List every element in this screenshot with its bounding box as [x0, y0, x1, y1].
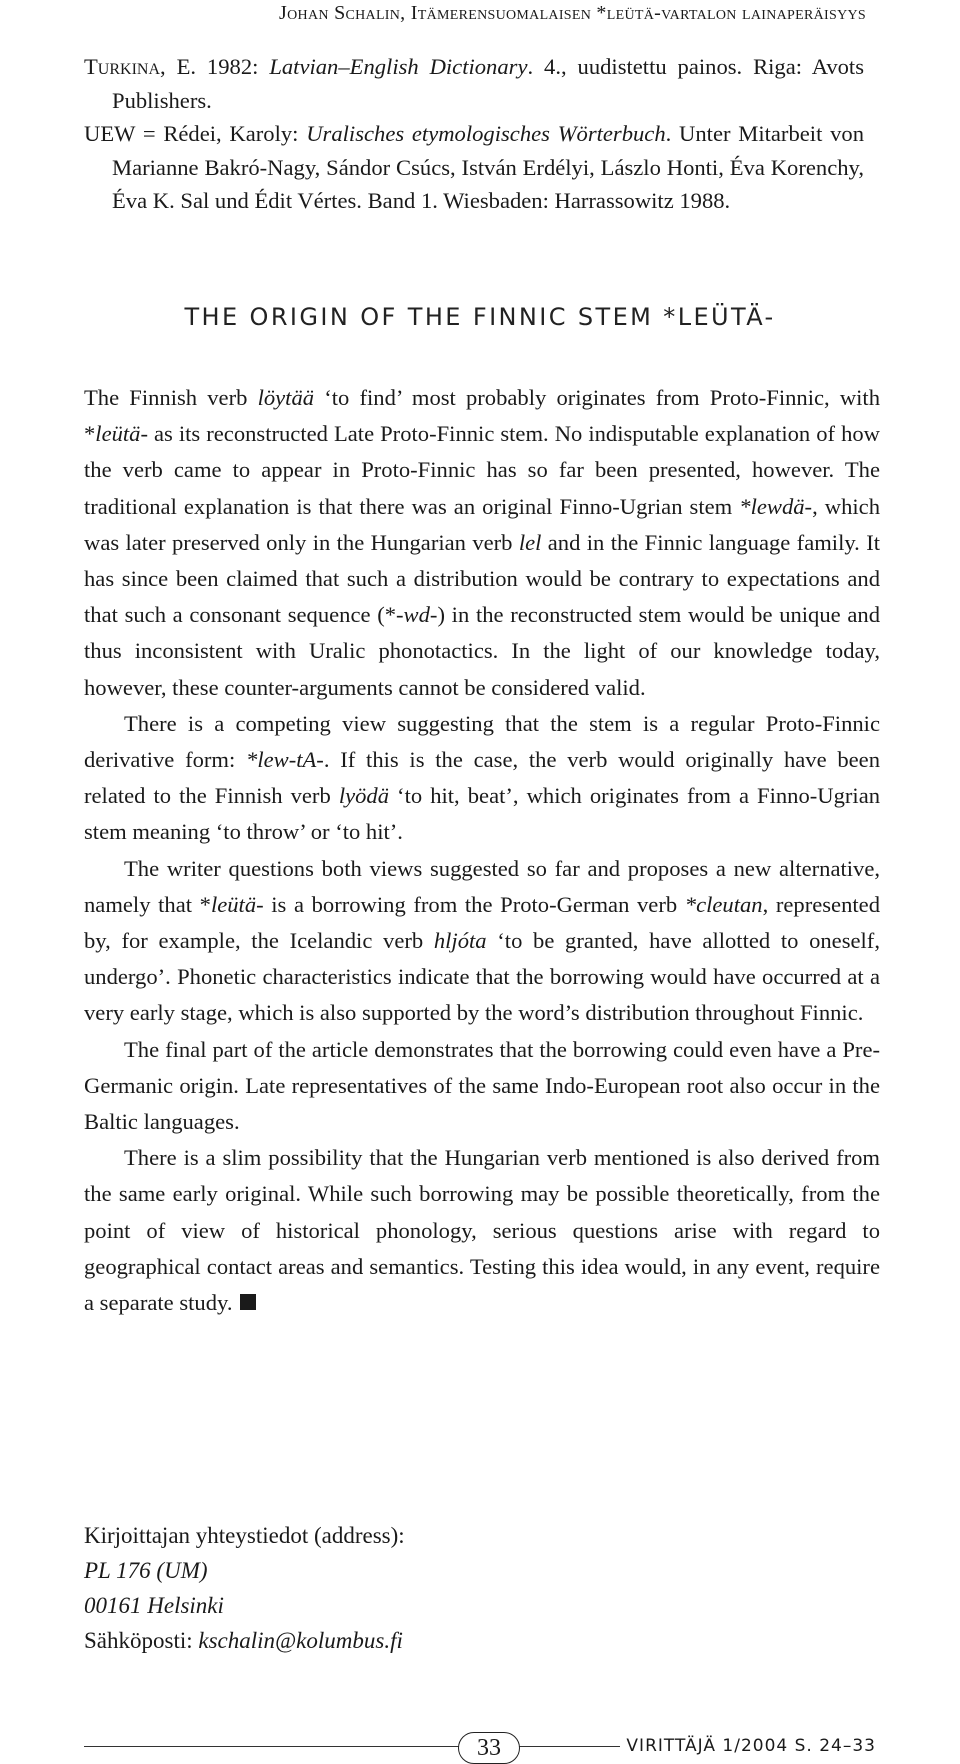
text-run: . If this is the case, the verb would originally have been related to the Finnish verb	[84, 747, 880, 809]
italic-term: lel	[518, 529, 542, 555]
text-run: The writer questions both views suggested so far and proposes a new alternative, namely that *	[84, 855, 880, 917]
italic-term: lyödä	[338, 783, 390, 809]
italic-term: löytää	[257, 385, 315, 410]
reference-entry	[84, 50, 864, 117]
paragraph	[84, 1032, 880, 1141]
text-run: and in the Finnic language family. It has since been claimed that such a distribution would be contrary to expectations and that such a consonant sequence (*	[84, 529, 880, 628]
text-run: is a borrowing from the Proto-German verb	[263, 891, 685, 917]
email-address: kschalin@kolumbus.fi	[198, 1628, 403, 1653]
paragraph	[84, 380, 880, 706]
italic-term: -wd-	[396, 602, 438, 628]
paragraph	[84, 706, 880, 851]
reference-details: . 4., uudistettu painos. Riga: Avots Publishers.	[112, 54, 864, 113]
reference-title: Uralisches etymologisches Wörterbuch	[306, 121, 666, 146]
italic-term: hljóta	[433, 928, 487, 954]
text-run: , which was later preserved only in the Hungarian verb	[84, 493, 880, 555]
italic-term: *lew-tA-	[246, 747, 324, 773]
reference-entry	[84, 117, 864, 218]
text-run: ‘to be granted, have allotted to oneself, undergo’. Phonetic characteristics indicate that the borrowing would have occurred at a very early stage, which is also supported by the word’s distribution throughout Finnic.	[84, 928, 880, 1026]
reference-text: , E. 1982:	[160, 54, 270, 79]
italic-term: *cleutan	[684, 891, 763, 917]
address-line: PL 176 (UM)	[84, 1558, 208, 1583]
address-city: 00161 Helsinki	[84, 1593, 224, 1618]
reference-author: Turkina	[84, 54, 161, 79]
reference-text: = Rédei, Karoly:	[135, 121, 307, 146]
text-run: The Finnish verb	[84, 385, 258, 410]
italic-term: *lewdä-	[739, 493, 813, 519]
text-run: ‘to hit, beat’, which originates from a Finno-Ugrian stem meaning ‘to throw’ or ‘to hit’.	[84, 783, 881, 845]
reference-title: Latvian–English Dictionary	[269, 54, 528, 79]
author-address	[84, 1518, 405, 1658]
journal-citation: VIRITTÄJÄ 1/2004 S. 24–33	[620, 1736, 876, 1756]
running-head: Johan Schalin, Itämerensuomalaisen *leütä-vartalon lainaperäisyys	[279, 2, 866, 24]
italic-term: leütä-	[210, 891, 264, 917]
text-run: ‘to find’ most probably originates from Proto-Finnic, with *	[84, 385, 880, 447]
reference-details: . Unter Mitarbeit von Marianne Bakró-Nagy, Sándor Csúcs, István Erdélyi, Lászlo Honti, Éva Korenchy, Éva K. Sal und Édit Vértes. Band 1. Wiesbaden: Harrassowitz 1988.	[112, 121, 864, 213]
paragraph	[84, 851, 880, 1032]
end-of-article-mark-icon	[240, 1294, 256, 1310]
abstract-body	[84, 380, 880, 1321]
email-label: Sähköposti:	[84, 1628, 199, 1653]
text-run: There is a competing view suggesting that the stem is a regular Proto-Finnic derivative form:	[84, 710, 880, 773]
section-title: THE ORIGIN OF THE FINNIC STEM *LEÜTÄ-	[184, 303, 776, 331]
italic-term: leütä-	[95, 421, 148, 447]
address-label: Kirjoittajan yhteystiedot (address):	[84, 1523, 405, 1548]
text-run: as its reconstructed Late Proto-Finnic stem. No indisputable explanation of how the verb came to appear in Proto-Finnic has so far been presented, however. The traditional explanation is that there was an original Finno-Ugrian stem	[84, 421, 880, 519]
paragraph	[84, 1140, 880, 1321]
page-number: 33	[458, 1732, 520, 1764]
reference-list	[84, 50, 864, 218]
text-run: ) in the reconstructed stem would be unique and thus inconsistent with Uralic phonotactics. In the light of our knowledge today, however, these counter-arguments cannot be considered valid.	[84, 602, 880, 700]
reference-author: UEW	[84, 121, 136, 146]
text-run: There is a slim possibility that the Hungarian verb mentioned is also derived from the same early original. While such borrowing may be possible theoretically, from the point of view of historical phonology, serious questions arise with regard to geographical contact areas and semantics. Testing this idea would, in any event, require a separate study.	[84, 1145, 880, 1316]
text-run: The final part of the article demonstrates that the borrowing could even have a Pre-Germanic origin. Late representatives of the same Indo-European root also occur in the Baltic languages.	[84, 1036, 880, 1135]
text-run: , represented by, for example, the Icelandic verb	[84, 891, 880, 954]
page-footer	[0, 1732, 960, 1760]
